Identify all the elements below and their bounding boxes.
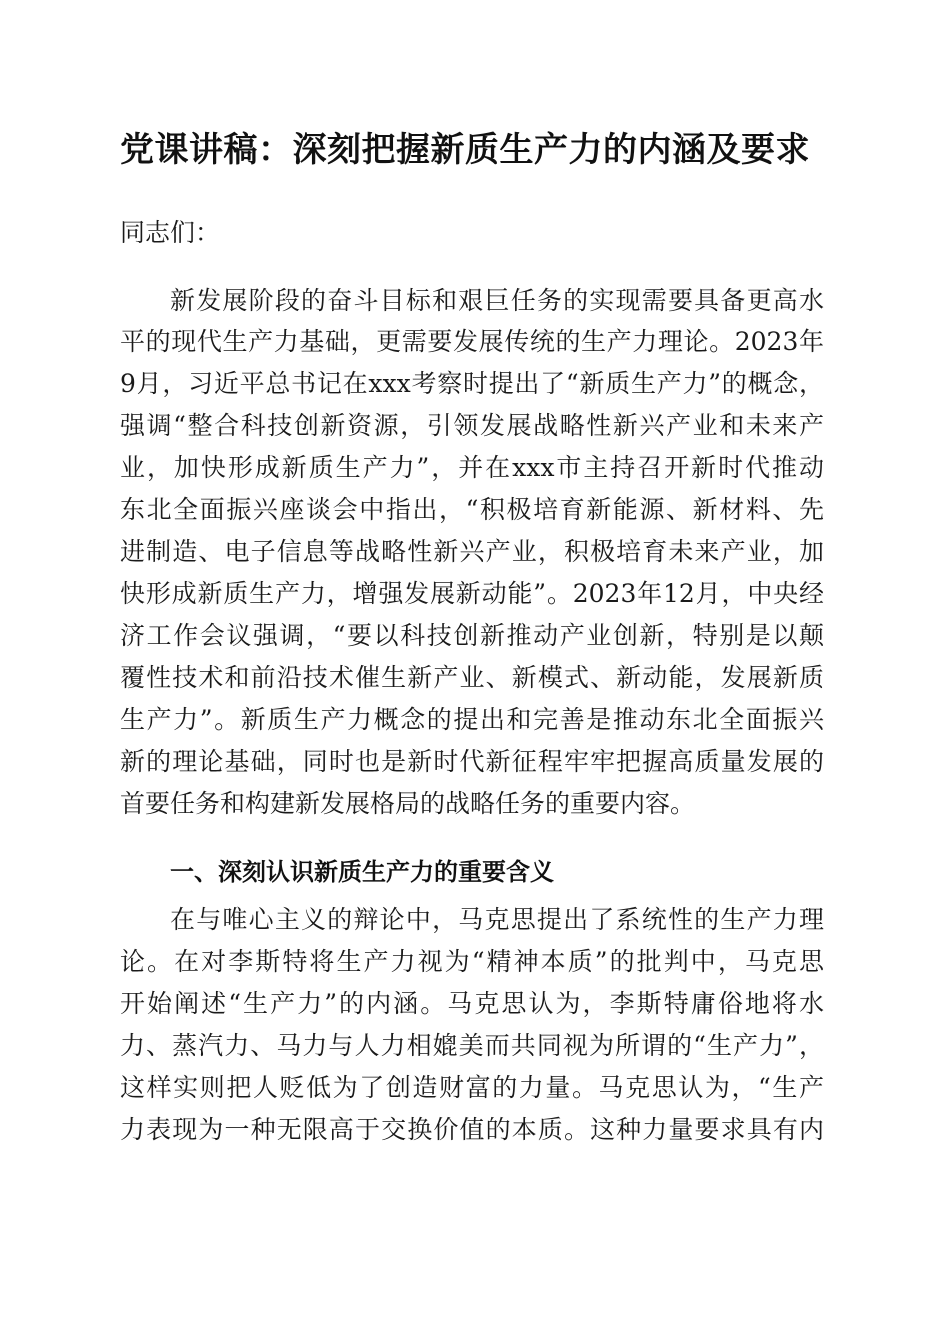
paragraph-line: 济工作会议强调，“要以科技创新推动产业创新，特别是以颠 [120, 621, 824, 650]
salutation: 同志们： [120, 218, 221, 247]
paragraph-line: 生产力”。新质生产力概念的提出和完善是推动东北全面振兴 [120, 705, 824, 734]
paragraph-line: 9月，习近平总书记在xxx考察时提出了“新质生产力”的概念， [120, 369, 824, 398]
paragraph-line: 开始阐述“生产力”的内涵。马克思认为，李斯特庸俗地将水 [120, 989, 824, 1018]
section-heading: 一、深刻认识新质生产力的重要含义 [170, 858, 554, 886]
paragraph-line: 业，加快形成新质生产力”，并在xxx市主持召开新时代推动 [120, 453, 824, 482]
paragraph-line: 进制造、电子信息等战略性新兴产业，积极培育未来产业，加 [120, 537, 824, 566]
paragraph-line: 首要任务和构建新发展格局的战略任务的重要内容。 [120, 789, 696, 818]
paragraph-line: 新的理论基础，同时也是新时代新征程牢牢把握高质量发展的 [120, 747, 824, 776]
paragraph-line: 覆性技术和前沿技术催生新产业、新模式、新动能，发展新质 [120, 663, 824, 692]
paragraph-line: 力表现为一种无限高于交换价值的本质。这种力量要求具有内 [120, 1115, 824, 1144]
paragraph-line: 这样实则把人贬低为了创造财富的力量。马克思认为，“生产 [120, 1073, 824, 1102]
paragraph-line: 平的现代生产力基础，更需要发展传统的生产力理论。2023年 [120, 327, 824, 356]
paragraph-line: 在与唯心主义的辩论中，马克思提出了系统性的生产力理 [170, 905, 824, 934]
paragraph-line: 快形成新质生产力，增强发展新动能”。2023年12月，中央经 [120, 579, 824, 608]
paragraph-line: 强调“整合科技创新资源，引领发展战略性新兴产业和未来产 [120, 411, 824, 440]
paragraph-line: 论。在对李斯特将生产力视为“精神本质”的批判中，马克思 [120, 947, 824, 976]
paragraph-line: 力、蒸汽力、马力与人力相媲美而共同视为所谓的“生产力”， [120, 1031, 824, 1060]
document-title: 党课讲稿：深刻把握新质生产力的内涵及要求 [120, 130, 810, 170]
paragraph-line: 东北全面振兴座谈会中指出，“积极培育新能源、新材料、先 [120, 495, 824, 524]
paragraph-line: 新发展阶段的奋斗目标和艰巨任务的实现需要具备更高水 [170, 286, 824, 315]
